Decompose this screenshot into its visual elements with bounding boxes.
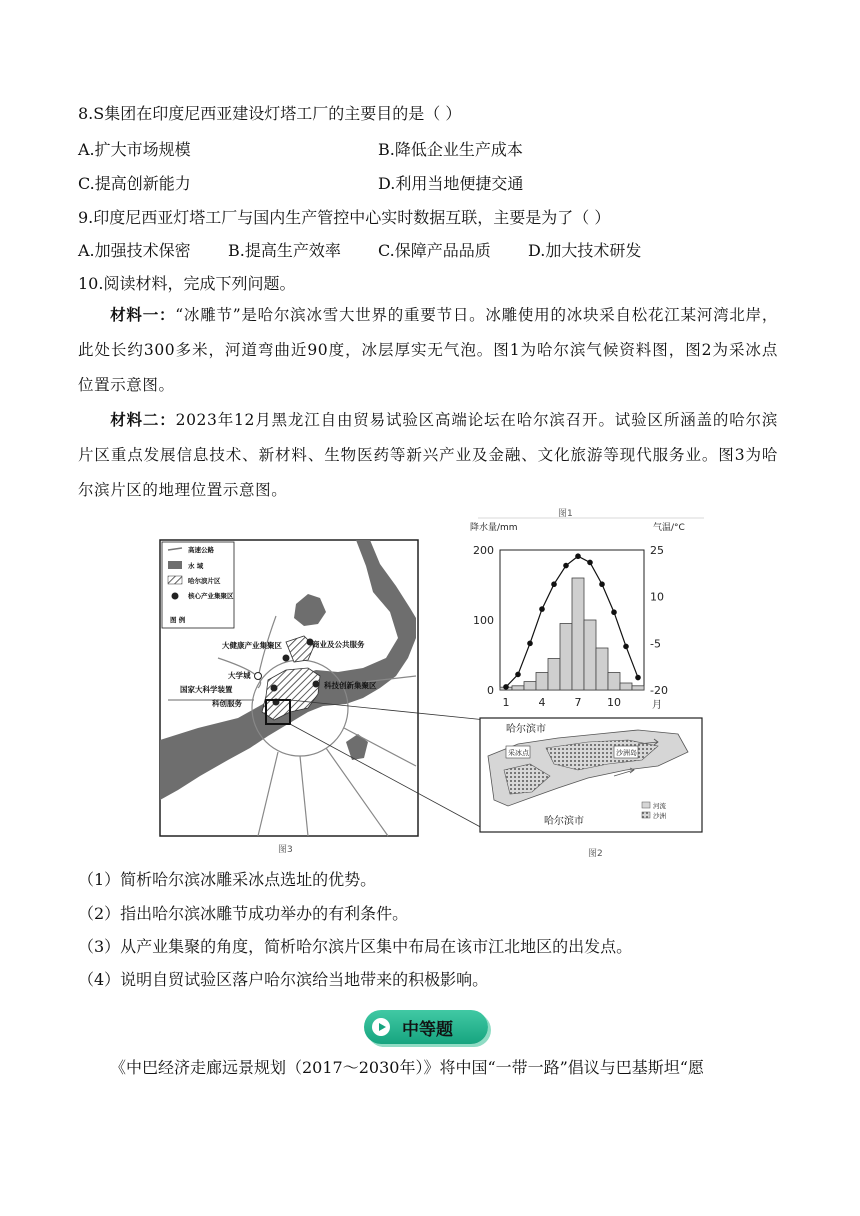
- q8-option-b: B.降低企业生产成本: [378, 140, 523, 159]
- legend-title: 图 例: [170, 616, 186, 624]
- fig2-legend-sandbar: 沙洲: [653, 812, 666, 820]
- fig2-caption: 图2: [588, 849, 603, 859]
- fig1-chart: [470, 508, 704, 711]
- fig1-temp-point: [623, 644, 629, 650]
- fig1-precip-bar: [608, 673, 620, 691]
- play-icon: [372, 1018, 390, 1036]
- fig1-temp-point: [539, 606, 545, 612]
- q10-stem: 10.阅读材料，完成下列问题。: [78, 274, 296, 293]
- fig1-temp-point: [599, 581, 605, 587]
- fig3-label-commerce: 商业及公共服务: [312, 640, 365, 649]
- material-two-text: 2023年12月黑龙江自由贸易试验区高端论坛在哈尔滨召开。试验区所涵盖的哈尔滨片区重点发展信息技术、新材料、生物医药等新兴产业及金融、文化旅游等现代服务业。图3为哈尔滨片区的地理位置示意图。: [78, 411, 778, 499]
- fig3-caption: 图3: [278, 845, 293, 855]
- q9-option-a: A.加强技术保密: [78, 241, 191, 260]
- fig1-precip-bar: [548, 659, 560, 691]
- legend-core: 核心产业集聚区: [188, 592, 234, 600]
- fig1-right-tick: 25: [650, 544, 664, 557]
- material-one-lead: 材料一：: [110, 305, 176, 324]
- q10-sub-1: （1）简析哈尔滨冰雕采冰点选址的优势。: [78, 870, 377, 889]
- difficulty-badge-label: 中等题: [402, 1020, 453, 1040]
- fig1-x-tick: 10: [607, 696, 621, 709]
- fig3-label-university: 大学城: [228, 671, 251, 680]
- legend-highway: 高速公路: [188, 546, 214, 554]
- q8-option-d: D.利用当地便捷交通: [378, 174, 524, 193]
- q9-option-b: B.提高生产效率: [228, 241, 341, 260]
- fig1-precip-bar: [620, 683, 632, 690]
- q9-stem: 9.印度尼西亚灯塔工厂与国内生产管控中心实时数据互联，主要是为了（ ）: [78, 208, 611, 227]
- q10-sub-4: （4）说明自贸试验区落户哈尔滨给当地带来的积极影响。: [78, 970, 489, 989]
- fig1-precip-bar: [584, 620, 596, 690]
- fig1-caption: 图1: [558, 509, 573, 519]
- fig1-left-tick: 200: [473, 544, 494, 557]
- fig1-month-unit: 月: [652, 700, 662, 711]
- fig3-legend: [162, 542, 234, 628]
- fig2-island-label: 沙洲岛: [616, 749, 637, 757]
- fig1-precip-bar: [572, 578, 584, 690]
- fig1-temp-point: [503, 684, 509, 690]
- fig1-x-tick: 7: [574, 696, 582, 709]
- fig2-city-top: 哈尔滨市: [506, 724, 546, 735]
- material-two: [78, 402, 778, 508]
- fig3-label-tech: 科技创新集聚区: [324, 681, 377, 690]
- q10-sub-2: （2）指出哈尔滨冰雕节成功举办的有利条件。: [78, 904, 409, 923]
- q9-option-c: C.保障产品品质: [378, 241, 491, 260]
- fig1-right-tick: 10: [650, 590, 664, 604]
- material-one: [78, 297, 778, 403]
- material-one-text: “冰雕节”是哈尔滨冰雪大世界的重要节日。冰雕使用的冰块采自松花江某河湾北岸，此处长约300多米，河道弯曲近90度，冰层厚实无气泡。图1为哈尔滨气候资料图，图2为采冰点位置示意图。: [78, 306, 778, 394]
- fig1-temp-point: [527, 641, 533, 647]
- fig3-label-health: 大健康产业集聚区: [222, 641, 282, 650]
- fig1-precip-bar: [512, 686, 524, 690]
- fig1-temp-point: [563, 563, 569, 569]
- fig2-inset: [480, 718, 702, 859]
- fig1-x-tick: 1: [502, 696, 510, 709]
- fig3-label-science: 国家大科学装置: [180, 685, 233, 694]
- fig1-right-unit: 气温/°C: [653, 523, 685, 533]
- legend-zone: 哈尔滨片区: [188, 577, 221, 585]
- fig3-label-service: 科创服务: [212, 699, 242, 708]
- fig1-precip-bar: [596, 648, 608, 690]
- fig2-pickup-label: 采冰点: [508, 749, 529, 757]
- fig1-temp-point: [611, 609, 617, 615]
- fig2-city-bottom: 哈尔滨市: [544, 816, 584, 827]
- legend-zone-swatch: [168, 576, 182, 584]
- fig1-left-tick: 100: [473, 614, 494, 627]
- next-question-paragraph: 《中巴经济走廊远景规划（2017～2030年）》将中国“一带一路”倡议与巴基斯坦“愿: [110, 1058, 704, 1077]
- fig1-temp-point: [551, 581, 557, 587]
- fig1-precip-bar: [560, 624, 572, 691]
- fig1-left-unit: 降水量/mm: [470, 523, 518, 533]
- difficulty-badge: [364, 1006, 492, 1048]
- fig1-temp-point: [515, 672, 521, 678]
- q8-stem: 8.S集团在印度尼西亚建设灯塔工厂的主要目的是（ ）: [78, 104, 462, 123]
- fig1-left-tick: 0: [487, 684, 494, 697]
- legend-core-swatch: [172, 593, 179, 600]
- fig1-precip-bar: [536, 673, 548, 691]
- fig1-precip-bar: [524, 682, 536, 690]
- fig1-temp-point: [635, 675, 641, 681]
- q9-option-d: D.加大技术研发: [528, 241, 642, 260]
- fig1-temp-point: [575, 553, 581, 559]
- fig1-x-tick: 4: [538, 696, 546, 709]
- figure-composite: [158, 508, 704, 860]
- fig3-university-point: [255, 673, 262, 680]
- fig2-legend-river: 河流: [653, 802, 666, 810]
- legend-water-swatch: [168, 561, 182, 569]
- q8-option-a: A.扩大市场规模: [78, 140, 191, 159]
- q10-sub-3: （3）从产业集聚的角度，简析哈尔滨片区集中布局在该市江北地区的出发点。: [78, 937, 633, 956]
- fig1-temp-point: [587, 560, 593, 566]
- fig1-right-tick: -20: [650, 684, 668, 697]
- legend-water: 水 域: [188, 562, 204, 570]
- q8-option-c: C.提高创新能力: [78, 174, 191, 193]
- fig2-legend-river-swatch: [642, 802, 650, 808]
- fig1-right-tick: -5: [650, 637, 661, 651]
- material-two-lead: 材料二：: [110, 410, 176, 429]
- fig1-precip-bar: [632, 686, 644, 690]
- fig2-legend-sandbar-swatch: [642, 812, 650, 818]
